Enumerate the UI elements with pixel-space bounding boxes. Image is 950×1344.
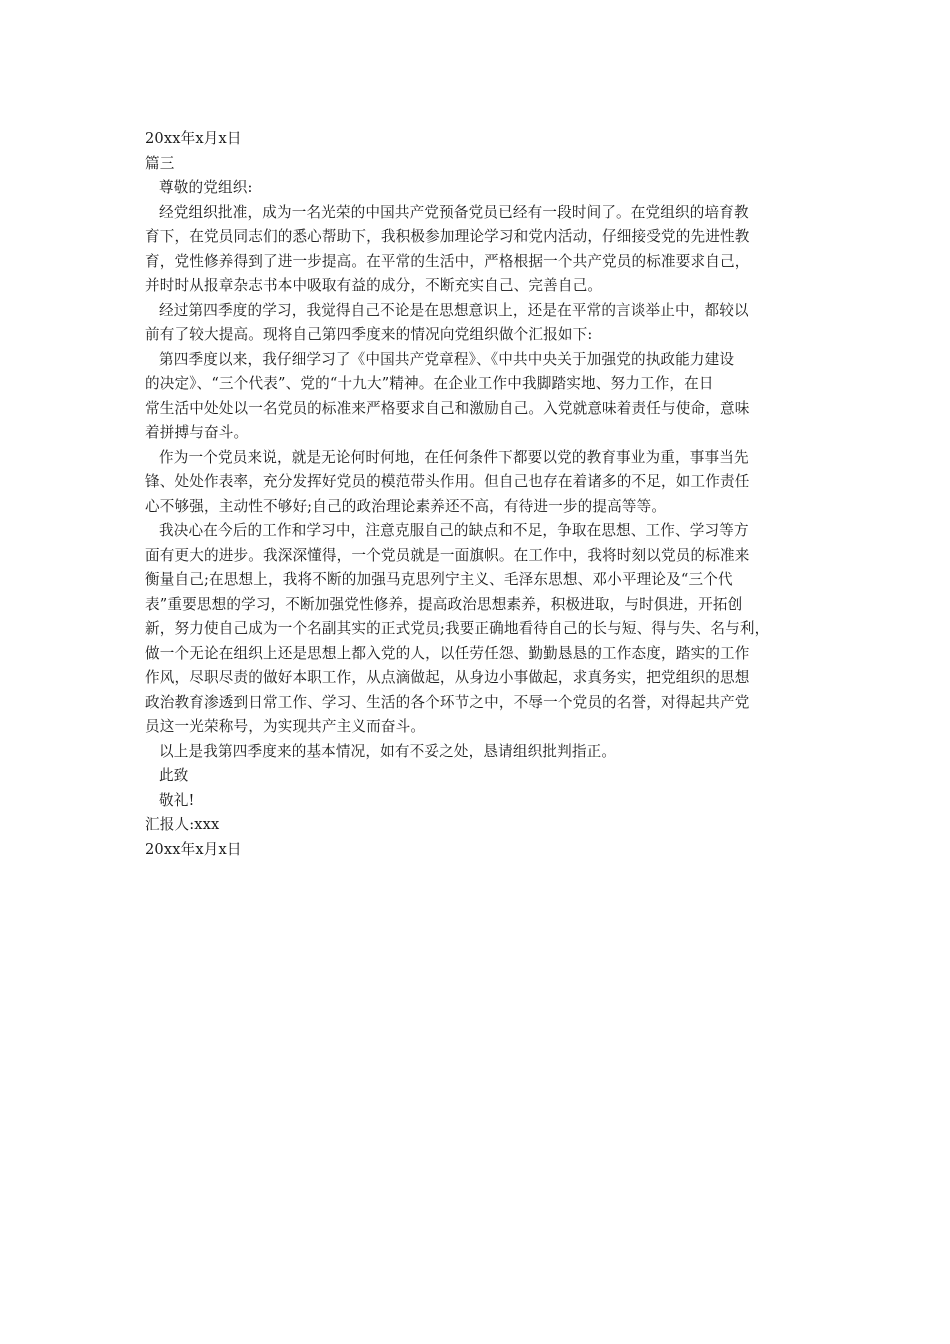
section-title: 篇三	[145, 154, 175, 172]
paragraph-line: 衡量自己;在思想上，我将不断的加强马克思列宁主义、毛泽东思想、邓小平理论及“三个代	[145, 571, 733, 588]
paragraph-line: 并时时从报章杂志书本中吸取有益的成分，不断充实自己、完善自己。	[145, 277, 603, 294]
date-top: 20xx年x月x日	[145, 130, 242, 147]
paragraph-3	[145, 348, 825, 446]
reporter-signature: 汇报人:xxx	[145, 816, 220, 833]
paragraph-line: 前有了较大提高。现将自己第四季度来的情况向党组织做个汇报如下:	[145, 326, 593, 343]
paragraph-line: 常生活中处处以一名党员的标准来严格要求自己和激励自己。入党就意味着责任与使命，意味	[145, 399, 750, 417]
paragraph-line: 育下，在党员同志们的悉心帮助下，我积极参加理论学习和党内活动，仔细接受党的先进性教	[145, 228, 750, 245]
paragraph-2	[145, 299, 825, 348]
salutation: 尊敬的党组织:	[159, 179, 253, 196]
paragraph-line: 表”重要思想的学习，不断加强党性修养，提高政治思想素养，积极进取，与时俱进，开拓创	[145, 595, 743, 613]
paragraph-line: 作为一个党员来说，就是无论何时何地，在任何条件下都要以党的教育事业为重，事事当先	[159, 448, 749, 466]
paragraph-line: 员这一光荣称号，为实现共产主义而奋斗。	[145, 718, 426, 735]
paragraph-line: 心不够强，主动性不够好;自己的政治理论素养还不高，有待进一步的提高等等。	[145, 497, 667, 515]
paragraph-line: 做一个无论在组织上还是思想上都入党的人，以任劳任怨、勤勤恳恳的工作态度，踏实的工作	[145, 644, 750, 662]
document-page	[145, 127, 825, 862]
paragraph-5	[145, 519, 825, 740]
paragraph-line: 面有更大的进步。我深深懂得，一个党员就是一面旗帜。在工作中，我将时刻以党员的标准来	[145, 546, 750, 564]
paragraph-line: 作风，尽职尽责的做好本职工作，从点滴做起，从身边小事做起，求真务实，把党组织的思想	[145, 669, 750, 686]
paragraph-line: 政治教育渗透到日常工作、学习、生活的各个环节之中，不辱一个党员的名誉，对得起共产党	[145, 693, 750, 711]
paragraph-6	[145, 740, 825, 765]
paragraph-line: 的决定》、“三个代表”、党的“十九大”精神。在企业工作中我脚踏实地、努力工作，在日	[145, 375, 714, 392]
paragraph-line: 我决心在今后的工作和学习中，注意克服自己的缺点和不足，争取在思想、工作、学习等方	[159, 522, 749, 539]
closing-line-1: 此致	[159, 767, 189, 784]
paragraph-line: 着拼搏与奋斗。	[145, 424, 249, 441]
paragraph-line: 经过第四季度的学习，我觉得自己不论是在思想意识上，还是在平常的言谈举止中，都较以	[159, 301, 749, 319]
paragraph-1	[145, 201, 825, 299]
paragraph-line: 以上是我第四季度来的基本情况，如有不妥之处，恳请组织批判指正。	[159, 742, 617, 760]
closing-line-2: 敬礼!	[159, 791, 195, 809]
date-bottom: 20xx年x月x日	[145, 840, 242, 858]
paragraph-line: 新，努力使自己成为一个名副其实的正式党员;我要正确地看待自己的长与短、得与失、名与利，	[145, 620, 770, 637]
paragraph-line: 锋、处处作表率，充分发挥好党员的模范带头作用。但自己也存在着诸多的不足，如工作责任	[145, 473, 750, 490]
paragraph-line: 第四季度以来，我仔细学习了《中国共产党章程》、《中共中央关于加强党的执政能力建设	[159, 350, 735, 368]
paragraph-4	[145, 446, 825, 520]
paragraph-line: 经党组织批准，成为一名光荣的中国共产党预备党员已经有一段时间了。在党组织的培育教	[159, 203, 749, 221]
paragraph-line: 育，党性修养得到了进一步提高。在平常的生活中，严格根据一个共产党员的标准要求自己，	[145, 252, 750, 270]
